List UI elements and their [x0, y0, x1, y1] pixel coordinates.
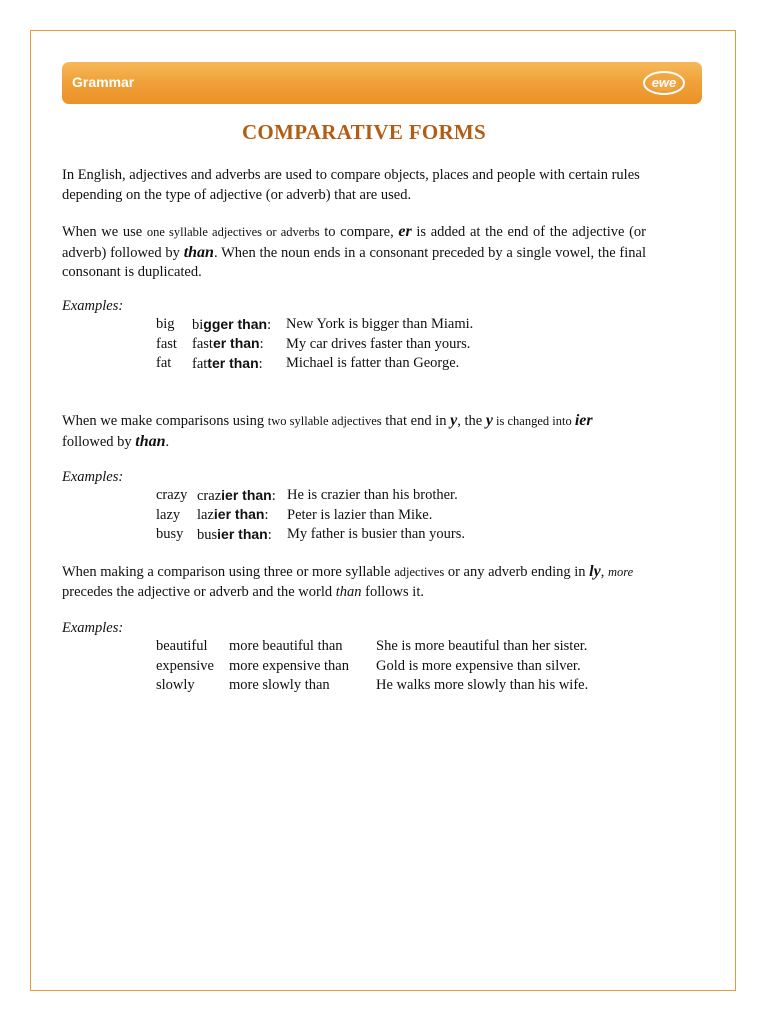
- example-sentence: He walks more slowly than his wife.: [376, 677, 589, 694]
- colon: :: [267, 526, 272, 543]
- page-title: COMPARATIVE FORMS: [241, 120, 487, 144]
- suffix-ier: ier: [574, 412, 593, 429]
- comparative-form: [192, 335, 286, 355]
- base-word: lazy: [156, 506, 181, 523]
- text-span: is added at the end of the adjective (or adverb) followed by: [62, 224, 647, 261]
- comparative-form: [197, 506, 287, 526]
- example-sentence: Gold is more expensive than silver.: [376, 657, 581, 674]
- comp-bold: ter than: [207, 354, 259, 371]
- comp-prefix: fast: [192, 336, 213, 353]
- logo-text: ewe: [651, 75, 677, 90]
- base-word: big: [156, 316, 175, 333]
- base-word: expensive: [156, 657, 214, 674]
- ewe-logo: [642, 69, 686, 97]
- comp-bold: ier than: [213, 506, 265, 523]
- table-row: [156, 525, 465, 545]
- keyword-than: than: [335, 583, 362, 600]
- table-row: [156, 335, 473, 355]
- base-word: crazy: [156, 487, 188, 504]
- text-span: . When the noun ends in a consonant preceded by a single vowel, the final consonant is duplicated.: [62, 244, 646, 280]
- text-span: followed by: [62, 433, 136, 450]
- example-sentence: New York is bigger than Miami.: [286, 316, 474, 333]
- keyword-than: than: [183, 243, 214, 261]
- letter-y: y: [485, 412, 493, 429]
- text-span: is changed into: [492, 414, 575, 428]
- table-row: [156, 506, 465, 526]
- colon: :: [267, 316, 272, 333]
- table-row: [156, 315, 473, 335]
- suffix-ly: ly: [589, 563, 601, 580]
- highlight-adjectives: adjectives: [394, 565, 445, 579]
- comp-prefix: fat: [192, 355, 208, 372]
- letter-y: y: [450, 412, 458, 429]
- table-row: [156, 486, 465, 506]
- example-sentence: My father is busier than yours.: [287, 526, 465, 543]
- base-word: busy: [156, 526, 184, 543]
- base-word: fat: [156, 355, 172, 372]
- comp-bold: er than: [212, 335, 260, 352]
- table-row: [156, 657, 588, 677]
- example-sentence: My car drives faster than yours.: [286, 335, 471, 352]
- highlight-two-syllable: two syllable adjectives: [267, 414, 382, 428]
- examples-label: Examples:: [62, 620, 124, 636]
- comp-bold: ier than: [221, 486, 272, 503]
- text-span: precedes the adjective or adverb and the world: [62, 583, 336, 600]
- comp-bold: gger than: [203, 315, 268, 332]
- base-word: fast: [156, 335, 177, 352]
- header-banner: [62, 62, 702, 104]
- table-row: [156, 354, 473, 374]
- text-span: When we use: [62, 224, 147, 240]
- example-sentence: He is crazier than his brother.: [287, 487, 458, 504]
- comparative-form: [197, 525, 287, 545]
- suffix-er: er: [398, 223, 412, 240]
- examples-label: Examples:: [62, 469, 124, 485]
- text-span: When we make comparisons using: [62, 413, 268, 429]
- comparative-form: more beautiful than: [229, 638, 343, 655]
- examples-label: Examples:: [62, 298, 124, 314]
- keyword-more: more: [607, 565, 634, 579]
- comp-prefix: laz: [197, 507, 214, 524]
- colon: :: [271, 487, 276, 504]
- comp-prefix: craz: [197, 487, 222, 504]
- comp-bold: ier than: [217, 525, 268, 542]
- example-sentence: Michael is fatter than George.: [286, 355, 460, 372]
- text-span: , the: [457, 413, 486, 429]
- highlight-one-syllable: one syllable adjectives or adverbs: [146, 225, 320, 239]
- colon: :: [264, 507, 269, 524]
- comparative-form: [192, 354, 286, 374]
- text-span: When making a comparison using three or more syllable: [62, 564, 395, 580]
- keyword-than: than: [135, 432, 166, 450]
- banner-title: Grammar: [72, 74, 135, 90]
- base-word: beautiful: [156, 638, 208, 655]
- table-row: [156, 676, 588, 696]
- table-row: [156, 637, 588, 657]
- text-span: .: [165, 433, 170, 450]
- text-span: follows it.: [361, 583, 424, 600]
- text-span: ,: [600, 564, 608, 580]
- example-sentence: Peter is lazier than Mike.: [287, 506, 433, 523]
- comparative-form: [192, 315, 286, 335]
- text-span: or any adverb ending in: [444, 564, 590, 580]
- comparative-form: more expensive than: [229, 657, 349, 674]
- examples-table-2: [156, 486, 465, 545]
- section1-paragraph: [62, 222, 646, 283]
- examples-table-1: [156, 315, 473, 374]
- section3-paragraph: [62, 562, 646, 602]
- base-word: slowly: [156, 677, 195, 694]
- comp-prefix: bus: [197, 526, 218, 543]
- colon: :: [258, 355, 263, 372]
- comp-prefix: bi: [192, 316, 204, 333]
- text-span: to compare,: [319, 224, 399, 240]
- comparative-form: more slowly than: [229, 677, 330, 694]
- text-span: that end in: [381, 413, 451, 429]
- example-sentence: She is more beautiful than her sister.: [376, 638, 588, 655]
- section2-paragraph: [62, 411, 646, 452]
- comparative-form: [197, 486, 287, 506]
- colon: :: [259, 336, 264, 353]
- examples-table-3: [156, 637, 588, 696]
- intro-paragraph: In English, adjectives and adverbs are used to compare objects, places and people with certain rules depending on the type of adjective (or adverb) that are used.: [62, 167, 640, 203]
